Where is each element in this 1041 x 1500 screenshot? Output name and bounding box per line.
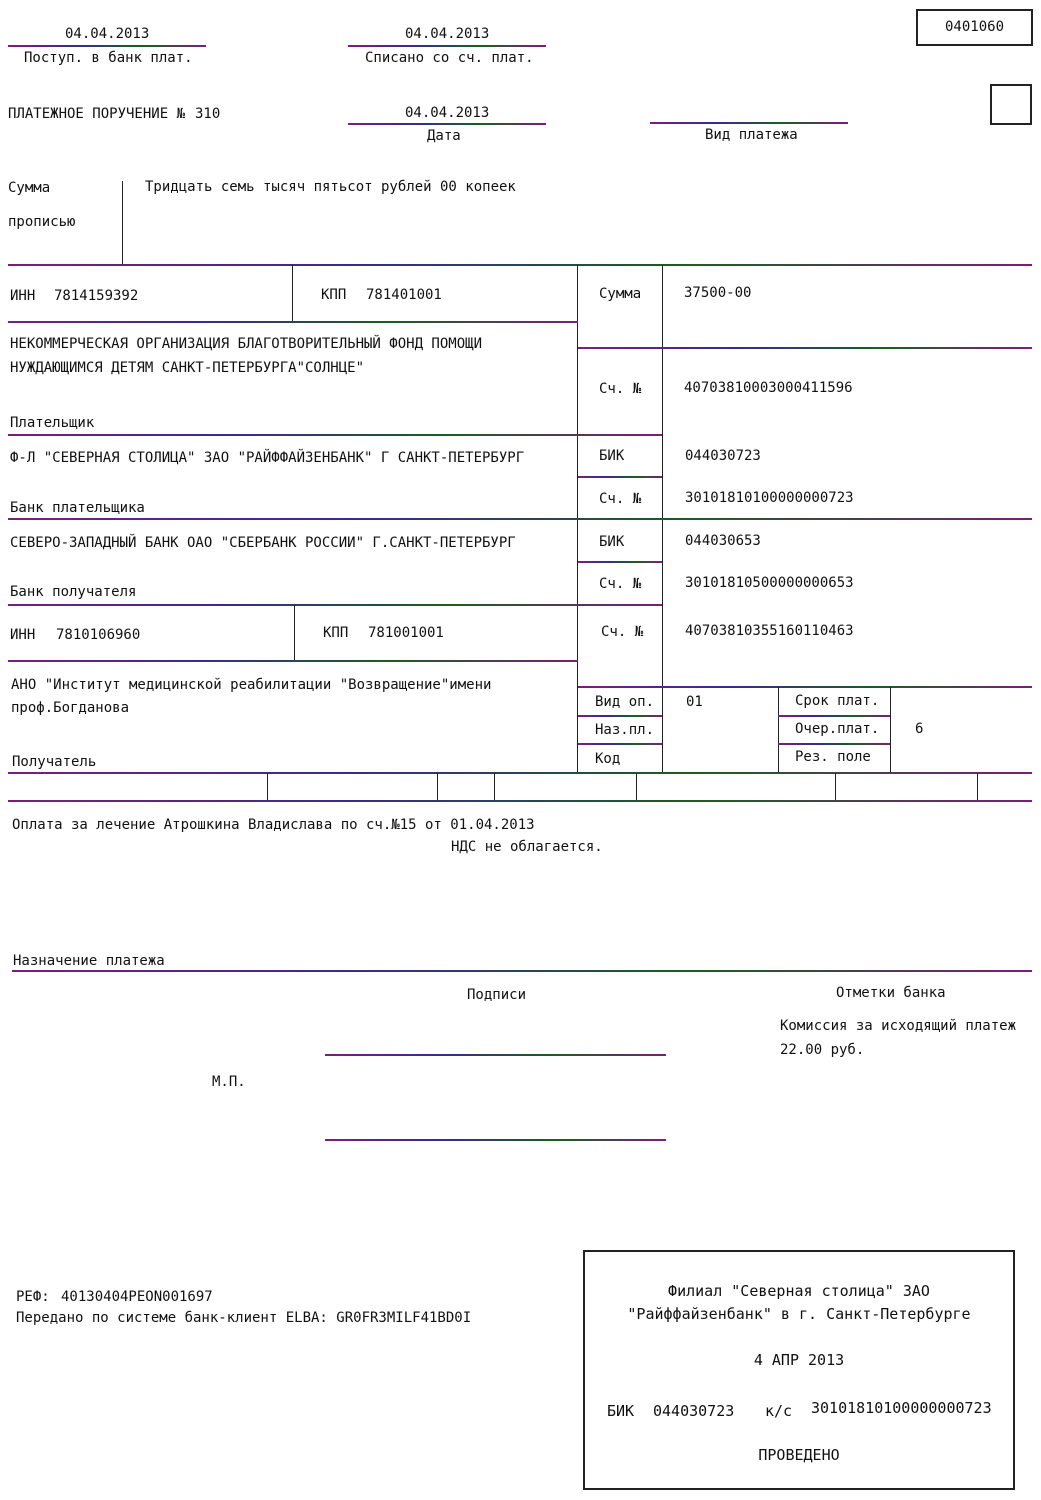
payee-bank-account-label: Сч. № [599,576,642,592]
stamp-bik: 044030723 [653,1402,735,1420]
operation-divider-1 [778,687,779,773]
form-code: 0401060 [945,19,1005,35]
grid-line-op-3 [578,743,662,745]
tax-divider-4 [636,773,637,801]
grid-line-payee-inn [8,660,578,662]
debited-label: Списано со сч. плат. [365,50,534,66]
grid-line-op-1 [578,715,662,717]
payee-bank-name: СЕВЕРО-ЗАПАДНЫЙ БАНК ОАО "СБЕРБАНК РОССИИ" Г.САНКТ-ПЕТЕРБУРГ [10,535,516,551]
payment-type-label: Вид платежа [705,127,798,143]
payer-account-label: Сч. № [599,381,642,397]
op-type: 01 [686,694,703,710]
amount-words-label-2: прописью [8,214,76,230]
grid-line-payer [8,434,662,436]
payee-bank-label: Банк получателя [10,584,137,600]
grid-line-op-4 [778,743,890,745]
payer-account: 40703810003000411596 [684,380,853,396]
debited-date-line [348,45,546,47]
stamp-bik-label: БИК [607,1402,635,1420]
payee-name-2: проф.Богданова [11,700,130,716]
op-type-label: Вид оп. [595,694,655,710]
grid-line-tax [8,800,1032,802]
form-code-box [916,9,1033,46]
stamp-line-1: Филиал "Северная столица" ЗАО [668,1282,930,1300]
purpose-label: Назначение платежа [13,953,165,969]
payer-status-box [990,84,1032,125]
payee-inn-kpp-divider [294,605,295,661]
signatures-label: Подписи [467,987,527,1003]
tax-divider-6 [977,773,978,801]
commission-line-1: Комиссия за исходящий платеж [780,1018,1017,1034]
grid-line-op-2 [778,715,890,717]
signature-line-1 [325,1054,666,1056]
payee-label: Получатель [12,754,97,770]
op-code-label: Код [595,751,621,767]
payee-account-label: Сч. № [601,624,644,640]
op-term-label: Срок плат. [795,693,880,709]
grid-line-payee-bik [578,561,662,563]
operation-divider-2 [890,687,891,773]
stamp-place-label: М.П. [212,1074,246,1090]
op-priority-label: Очер.плат. [795,721,880,737]
payer-bank-account: 30101810100000000723 [685,490,854,506]
tax-divider-1 [267,773,268,801]
grid-line-payee-bank [8,604,662,606]
payer-name-1: НЕКОММЕРЧЕСКАЯ ОРГАНИЗАЦИЯ БЛАГОТВОРИТЕЛЬНЫЙ ФОНД ПОМОЩИ [10,336,483,352]
amount-words-divider [122,181,123,265]
ref-label: РЕФ: [16,1289,50,1305]
received-date: 04.04.2013 [65,26,150,42]
op-purpose-label: Наз.пл. [595,722,655,738]
payment-type-line [650,122,848,124]
payer-label: Плательщик [10,415,95,431]
order-date-label: Дата [427,128,461,144]
purpose-line [12,970,1032,972]
payer-inn: 7814159392 [54,288,139,304]
op-priority: 6 [915,721,924,737]
payer-bank-label: Банк плательщика [10,500,145,516]
order-title: ПЛАТЕЖНОЕ ПОРУЧЕНИЕ № [8,106,186,122]
payee-inn: 7810106960 [56,627,141,643]
stamp-ks-label: к/с [765,1402,793,1420]
sum-value: 37500-00 [684,285,752,301]
payer-inn-label: ИНН [10,288,36,304]
purpose-line-2: НДС не облагается. [451,839,603,855]
debited-date: 04.04.2013 [405,26,490,42]
stamp-date: 4 АПР 2013 [753,1351,845,1369]
payer-inn-kpp-divider [292,265,293,321]
order-number: 310 [195,106,221,122]
grid-line-payee [8,772,1032,774]
payee-kpp-label: КПП [323,625,349,641]
ref-value: 40130404PEON001697 [61,1289,213,1305]
payee-bank-account: 30101810500000000653 [685,575,854,591]
grid-line-1 [8,264,1032,266]
payer-kpp-label: КПП [321,287,347,303]
tax-divider-2 [437,773,438,801]
received-date-line [8,45,206,47]
transfer-text: Передано по системе банк-клиент ELBA: GR0FR3MILF41BD0I [16,1310,472,1326]
payer-bank-bik: 044030723 [685,448,761,464]
op-reserve-label: Рез. поле [795,749,871,765]
payee-bank-bik-label: БИК [599,534,625,550]
payer-kpp: 781401001 [366,287,442,303]
tax-divider-3 [494,773,495,801]
order-date: 04.04.2013 [405,105,490,121]
stamp-line-2: "Райффайзенбанк" в г. Санкт-Петербурге [627,1305,971,1323]
purpose-line-1: Оплата за лечение Атрошкина Владислава по сч.№15 от 01.04.2013 [12,817,535,833]
sum-label: Сумма [599,286,642,302]
payer-bank-name: Ф-Л "СЕВЕРНАЯ СТОЛИЦА" ЗАО "РАЙФФАЙЗЕНБАНК" Г САНКТ-ПЕТЕРБУРГ [10,450,525,466]
payee-account: 40703810355160110463 [685,623,854,639]
stamp-status: ПРОВЕДЕНО [758,1446,840,1464]
received-label: Поступ. в банк плат. [24,50,193,66]
payee-inn-label: ИНН [10,627,36,643]
grid-line-operation [578,686,1032,688]
stamp-ks: 30101810100000000723 [811,1399,992,1417]
amount-words-label-1: Сумма [8,180,51,196]
bank-marks-label: Отметки банка [836,985,946,1001]
tax-divider-5 [835,773,836,801]
payee-bank-bik: 044030653 [685,533,761,549]
payer-bank-account-label: Сч. № [599,491,642,507]
bank-stamp [583,1250,1015,1490]
grid-line-payer-bank [8,518,1032,520]
grid-line-payer-inn [8,321,578,323]
grid-line-sum [578,347,1032,349]
payee-name-1: АНО "Институт медицинской реабилитации "Возвращение"имени [11,677,492,693]
payee-kpp: 781001001 [368,625,444,641]
payer-name-2: НУЖДАЮЩИМСЯ ДЕТЯМ САНКТ-ПЕТЕРБУРГА"СОЛНЦЕ" [10,360,365,376]
grid-line-payer-bik [578,476,662,478]
order-date-line [348,123,546,125]
signature-line-2 [325,1139,666,1141]
amount-words-value: Тридцать семь тысяч пятьсот рублей 00 копеек [145,179,516,195]
commission-line-2: 22.00 руб. [780,1042,865,1058]
payer-bank-bik-label: БИК [599,448,625,464]
